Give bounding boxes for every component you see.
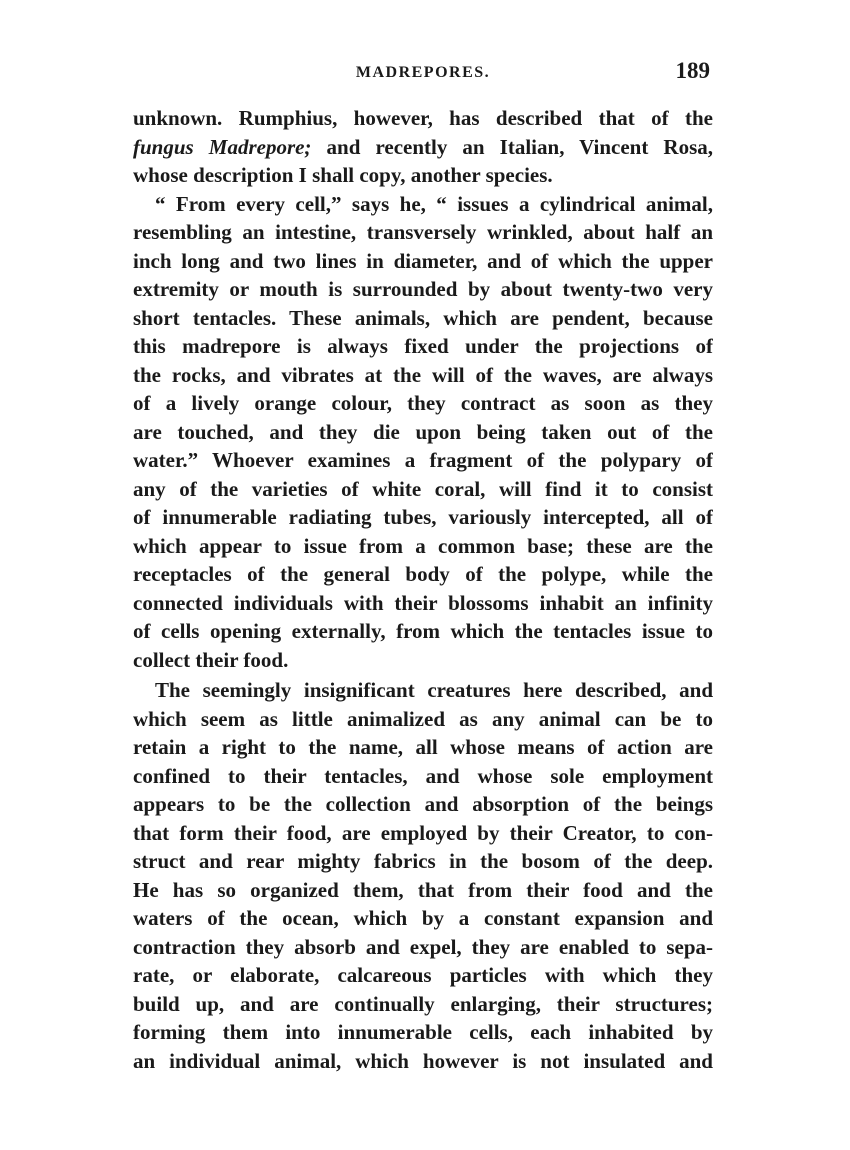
running-title: MADREPORES. bbox=[355, 64, 491, 81]
text-line: inch long and two lines in diameter, and of which the upper bbox=[133, 248, 713, 273]
text-line: receptacles of the general body of the polype, while the bbox=[133, 562, 713, 586]
italic-phrase: fungus Madrepore; bbox=[133, 134, 312, 159]
text-line: which appear to issue from a common base; these are the bbox=[133, 533, 713, 558]
text-line: forming them into innumerable cells, each inhabited by bbox=[133, 1020, 713, 1044]
text-line: The seemingly insignificant creatures here described, and bbox=[155, 678, 713, 702]
text-line: the rocks, and vibrates at the will of the waves, are always bbox=[133, 362, 713, 387]
text-line: of cells opening externally, from which the tentacles issue to bbox=[133, 619, 713, 643]
text-line: He has so organized them, that from their food and the bbox=[133, 877, 713, 902]
text-line: resembling an intestine, transversely wrinkled, about half an bbox=[133, 220, 713, 244]
text-line bbox=[133, 133, 713, 162]
text-line: waters of the ocean, which by a constant expansion and bbox=[133, 906, 713, 930]
text-line: build up, and are continually enlarging, their structures; bbox=[133, 991, 713, 1016]
text-line: contraction they absorb and expel, they are enabled to sepa- bbox=[133, 934, 713, 959]
text-line: that form their food, are employed by their Creator, to con- bbox=[133, 820, 713, 845]
body-text bbox=[133, 104, 713, 1075]
text-line: appears to be the collection and absorption of the beings bbox=[133, 792, 713, 816]
text-line-fragment: and recently an Italian, Vincent Rosa, bbox=[326, 134, 713, 159]
text-line: retain a right to the name, all whose means of action are bbox=[133, 735, 713, 759]
page-number: 189 bbox=[675, 58, 710, 83]
text-line: “ From every cell,” says he, “ issues a cylindrical animal, bbox=[155, 191, 713, 216]
text-line: unknown. Rumphius, however, has described that of the bbox=[133, 106, 713, 130]
text-line: this madrepore is always fixed under the projections of bbox=[133, 334, 713, 358]
text-line: rate, or elaborate, calcareous particles with which they bbox=[133, 963, 713, 987]
text-line: connected individuals with their blossoms inhabit an infinity bbox=[133, 590, 713, 615]
text-line: whose description I shall copy, another species. bbox=[133, 163, 553, 187]
text-line: extremity or mouth is surrounded by about twenty-two very bbox=[133, 277, 713, 301]
text-line: any of the varieties of white coral, will find it to consist bbox=[133, 476, 713, 501]
running-head bbox=[133, 58, 713, 90]
text-line: an individual animal, which however is not insulated and bbox=[133, 1048, 713, 1073]
text-line: of a lively orange colour, they contract as soon as they bbox=[133, 391, 713, 415]
text-line: collect their food. bbox=[133, 647, 289, 672]
text-line: short tentacles. These animals, which are pendent, because bbox=[133, 305, 713, 330]
text-line: of innumerable radiating tubes, variously intercepted, all of bbox=[133, 505, 713, 529]
text-line: which seem as little animalized as any animal can be to bbox=[133, 706, 713, 731]
text-line: struct and rear mighty fabrics in the bosom of the deep. bbox=[133, 849, 713, 873]
text-line: confined to their tentacles, and whose sole employment bbox=[133, 763, 713, 788]
text-line: water.” Whoever examines a fragment of the polypary of bbox=[133, 448, 713, 472]
text-line: are touched, and they die upon being taken out of the bbox=[133, 419, 713, 444]
